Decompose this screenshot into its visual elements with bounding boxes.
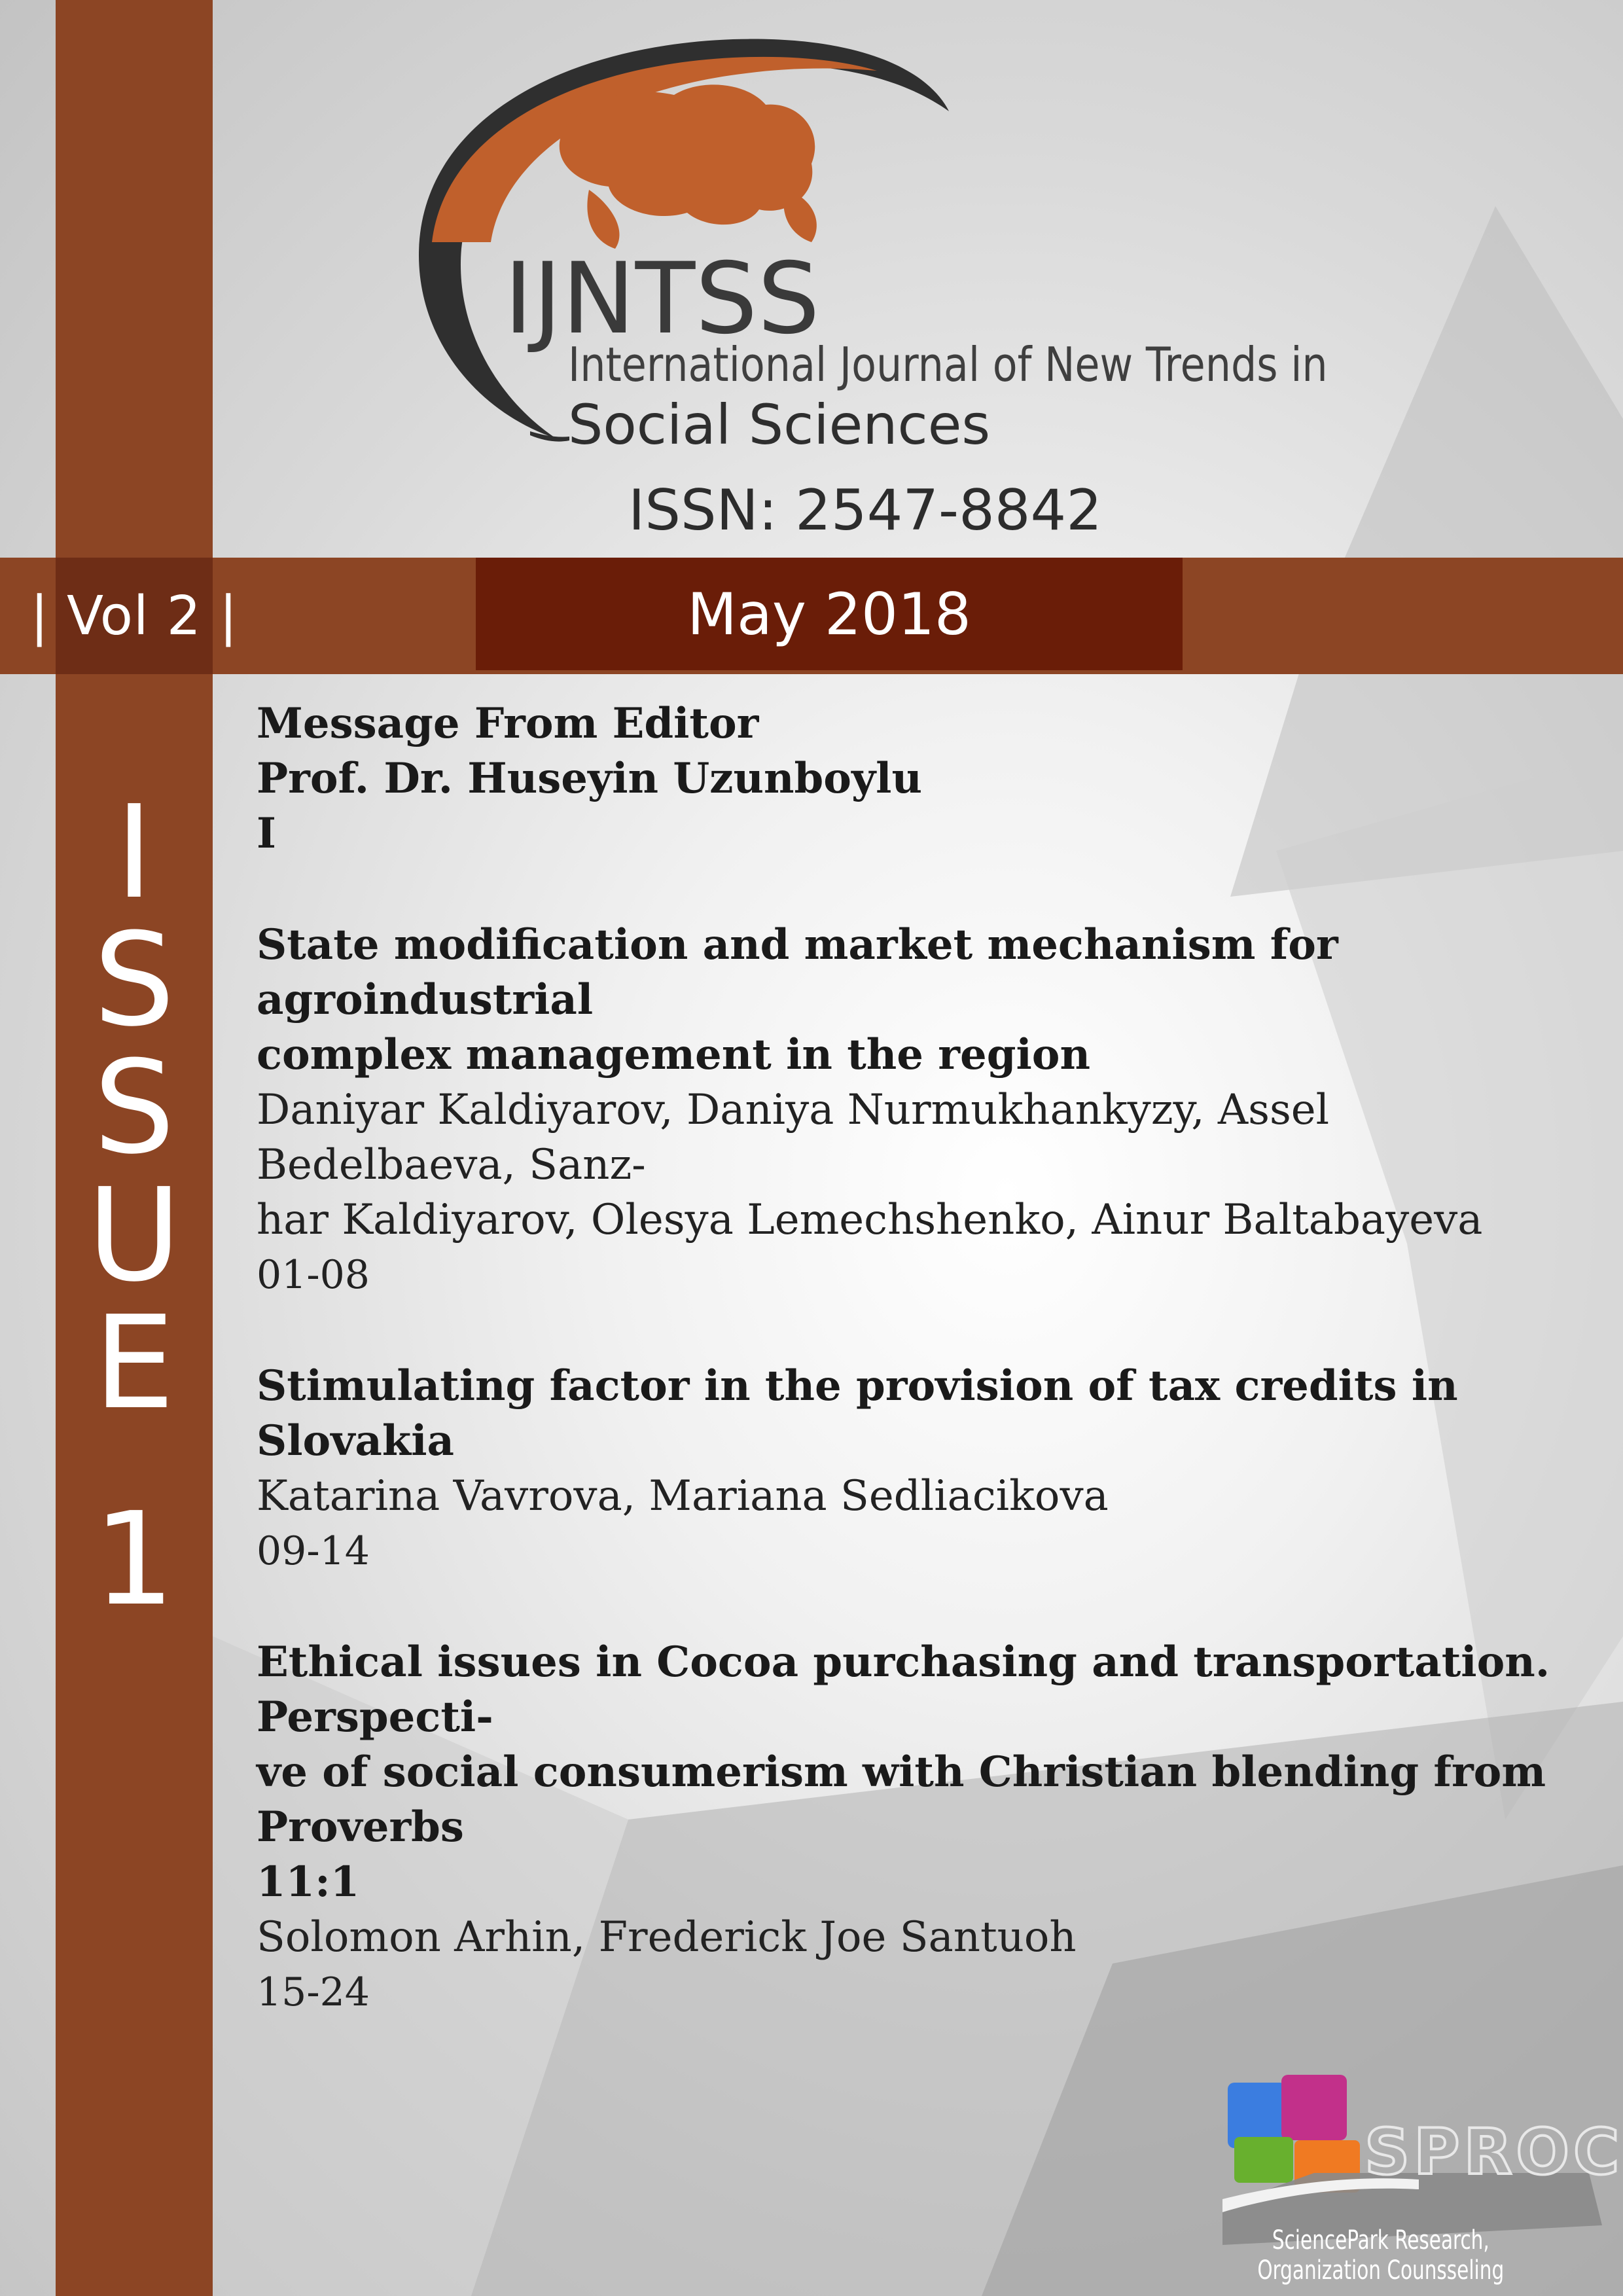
issue-letter: E (94, 1289, 175, 1438)
toc-pages: 09-14 (257, 1528, 370, 1574)
toc-title: State modification and market mechanism for agroindustrial (257, 920, 1338, 1024)
issue-date: May 2018 (476, 558, 1183, 670)
publisher-caption: SciencePark Research, Organization Counsseling (1257, 2225, 1505, 2286)
issue-letter: I (115, 778, 153, 927)
issue-letter: S (93, 906, 175, 1055)
volume-label: | Vol 2 | (30, 584, 238, 647)
journal-name-line2: Social Sciences (568, 393, 991, 457)
toc-title: Ethical issues in Cocoa purchasing and transportation. Perspecti- (257, 1638, 1550, 1742)
toc-title: complex management in the region (257, 1030, 1090, 1079)
toc-title: Message From Editor (257, 699, 759, 748)
toc-authors: Katarina Vavrova, Mariana Sedliacikova (257, 1472, 1109, 1520)
toc-title: Stimulating factor in the provision of tax credits in Slovakia (257, 1361, 1458, 1465)
toc-authors: Prof. Dr. Huseyin Uzunboylu (257, 754, 922, 803)
issue-number: 1 (93, 1485, 175, 1634)
toc-authors: Solomon Arhin, Frederick Joe Santuoh (257, 1913, 1077, 1962)
issue-letter: S (93, 1033, 175, 1183)
publisher-logo-text: SPROC (1364, 2115, 1623, 2189)
journal-name-line1: International Journal of New Trends in (568, 337, 1328, 392)
toc-entry (257, 1359, 1572, 1579)
logo-swoosh-tail (530, 429, 569, 444)
toc-title: 11:1 (257, 1857, 360, 1907)
toc-entry (257, 1635, 1572, 2020)
toc-entry (257, 918, 1572, 1302)
toc-title: ve of social consumerism with Christian blending from Proverbs (257, 1748, 1546, 1852)
toc-pages: I (257, 809, 276, 858)
table-of-contents (257, 696, 1572, 2076)
toc-pages: 15-24 (257, 1969, 370, 2015)
issue-letter: U (87, 1161, 181, 1310)
toc-entry (257, 696, 1572, 861)
journal-abbreviation: IJNTSS (504, 242, 820, 356)
toc-authors: har Kaldiyarov, Olesya Lemechshenko, Ainur Baltabayeva (257, 1196, 1483, 1244)
issn: ISSN: 2547-8842 (628, 478, 1102, 543)
toc-pages: 01-08 (257, 1252, 370, 1298)
toc-authors: Daniyar Kaldiyarov, Daniya Nurmukhankyzy, Assel Bedelbaeva, Sanz- (257, 1086, 1330, 1189)
